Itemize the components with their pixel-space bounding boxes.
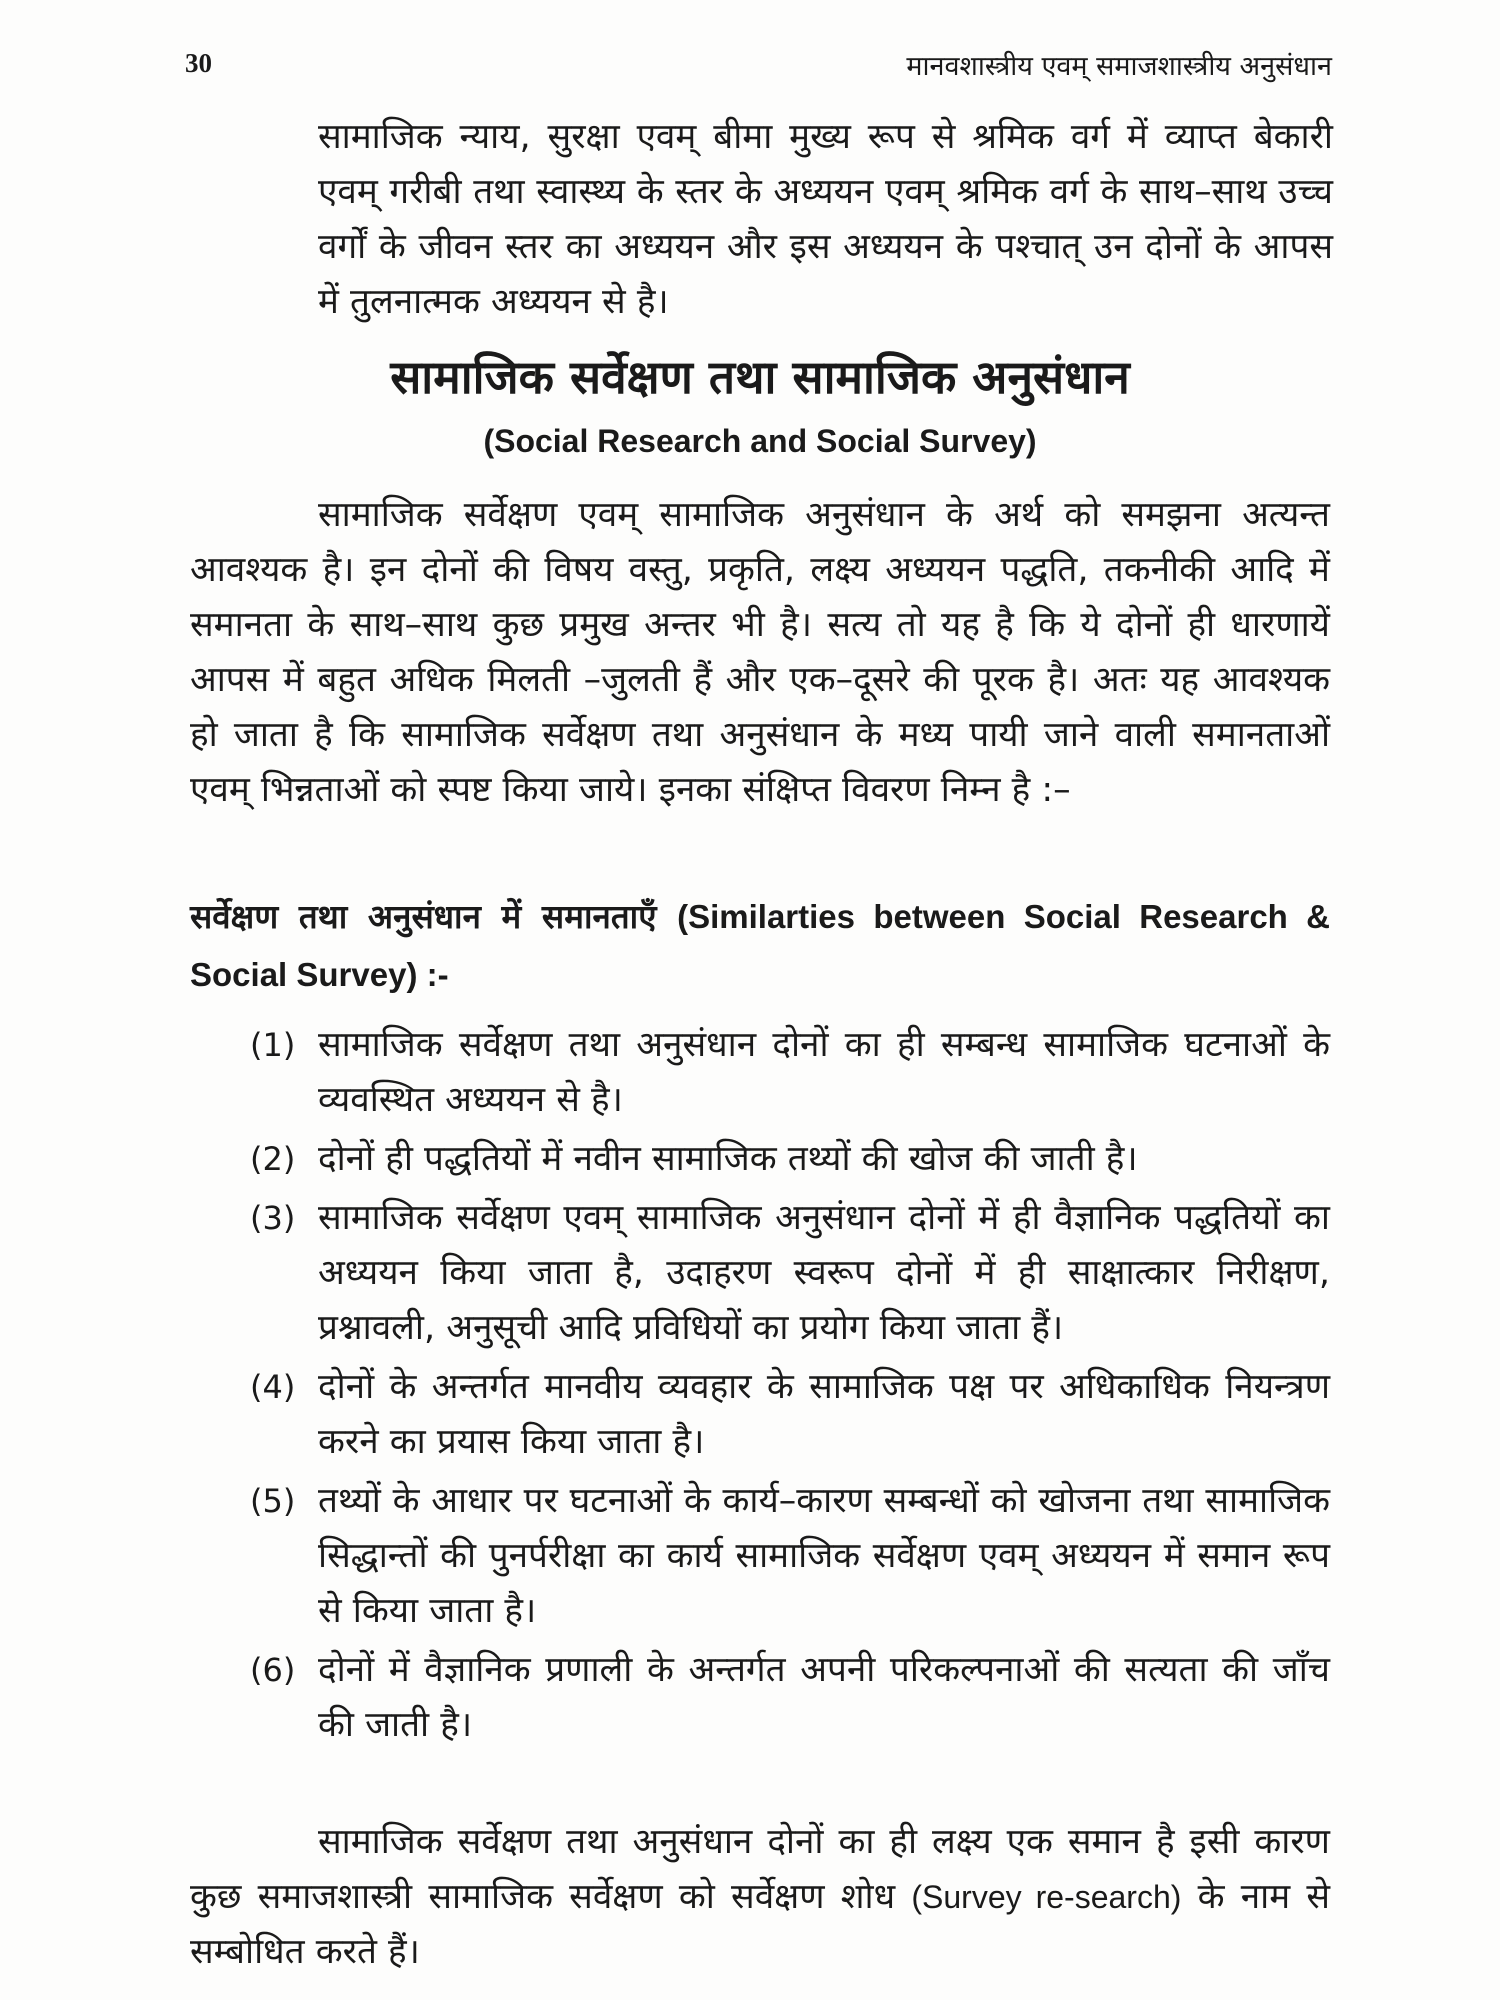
list-item-text: सामाजिक सर्वेक्षण तथा अनुसंधान दोनों का ही सम्बन्ध सामाजिक घटनाओं के व्यवस्थित अध्ययन से है। bbox=[318, 1025, 1330, 1120]
list-item bbox=[250, 1018, 1330, 1128]
list-item-text: दोनों के अन्तर्गत मानवीय व्यवहार के सामाजिक पक्ष पर अधिकाधिक नियन्त्रण करने का प्रयास किया जाता है। bbox=[318, 1367, 1330, 1462]
paragraph-end bbox=[190, 1815, 1330, 1980]
list-item-text: सामाजिक सर्वेक्षण एवम् सामाजिक अनुसंधान दोनों में ही वैज्ञानिक पद्धतियों का अध्ययन किया जाता है, उदाहरण स्वरूप दोनों में ही साक्षात्कार निरीक्षण, प्रश्नावली, अनुसूची आदि प्रविधियों का प्रयोग किया जाता हैं। bbox=[318, 1198, 1330, 1348]
list-item-number: (2) bbox=[250, 1140, 296, 1178]
list-item bbox=[250, 1474, 1330, 1639]
paragraph-intro: सामाजिक सर्वेक्षण एवम् सामाजिक अनुसंधान के अर्थ को समझना अत्यन्त आवश्यक है। इन दोनों की विषय वस्तु, प्रकृति, लक्ष्य अध्ययन पद्धति, तकनीकी आदि में समानता के साथ–साथ कुछ प्रमुख अन्तर भी है। सत्य तो यह है कि ये दोनों ही धारणायें आपस में बहुत अधिक मिलती –जुलती हैं और एक–दूसरे की पूरक है। अतः यह आवश्यक हो जाता है कि सामाजिक सर्वेक्षण तथा अनुसंधान के मध्य पायी जाने वाली समानताओं एवम् भिन्नताओं को स्पष्ट किया जाये। इनका संक्षिप्त विवरण निम्न है :– bbox=[190, 495, 1330, 810]
list-item-number: (5) bbox=[250, 1482, 296, 1520]
list-item-text: दोनों ही पद्धतियों में नवीन सामाजिक तथ्यों की खोज की जाती है। bbox=[318, 1139, 1138, 1179]
similarities-heading-hindi: सर्वेक्षण तथा अनुसंधान में समानताएँ bbox=[190, 897, 657, 936]
paragraph-top: सामाजिक न्याय, सुरक्षा एवम् बीमा मुख्य रूप से श्रमिक वर्ग में व्याप्त बेकारी एवम् गरीबी तथा स्वास्थ्य के स्तर के अध्ययन एवम् श्रमिक वर्ग के साथ–साथ उच्च वर्गों के जीवन स्तर का अध्ययन और इस अध्ययन के पश्चात् उन दोनों के आपस में तुलनात्मक अध्ययन से है। bbox=[318, 117, 1333, 322]
list-item-text: तथ्यों के आधार पर घटनाओं के कार्य–कारण सम्बन्धों को खोजना तथा सामाजिक सिद्धान्तों की पुनर्परीक्षा का कार्य सामाजिक सर्वेक्षण एवम् अध्ययन में समान रूप से किया जाता है। bbox=[318, 1481, 1330, 1631]
similarities-heading bbox=[190, 888, 1330, 1004]
section-title: सामाजिक सर्वेक्षण तथा सामाजिक अनुसंधान bbox=[390, 350, 1130, 404]
list-item bbox=[250, 1643, 1330, 1753]
similarities-list bbox=[250, 1018, 1330, 1757]
similarities-heading-english: (Similarties between Social Research & Social Survey) :- bbox=[190, 898, 1330, 993]
list-item-number: (4) bbox=[250, 1368, 296, 1406]
section-subtitle: (Social Research and Social Survey) bbox=[483, 423, 1037, 459]
paragraph-end-english: (Survey re-search) bbox=[911, 1879, 1182, 1915]
list-item bbox=[250, 1132, 1330, 1187]
list-item-text: दोनों में वैज्ञानिक प्रणाली के अन्तर्गत अपनी परिकल्पनाओं की सत्यता की जाँच की जाती है। bbox=[318, 1650, 1330, 1745]
paragraph-end-part2: के नाम से सम्बोधित करते हैं। bbox=[190, 1877, 1331, 1972]
list-item bbox=[250, 1191, 1330, 1356]
paragraph-end-part1: सामाजिक सर्वेक्षण तथा अनुसंधान दोनों का ही लक्ष्य एक समान है इसी कारण कुछ समाजशास्त्री सामाजिक सर्वेक्षण को सर्वेक्षण शोध bbox=[190, 1822, 1330, 1917]
list-item bbox=[250, 1360, 1330, 1470]
list-item-number: (1) bbox=[250, 1026, 296, 1064]
page-number: 30 bbox=[185, 48, 212, 78]
list-item-number: (3) bbox=[250, 1199, 296, 1237]
list-item-number: (6) bbox=[250, 1651, 296, 1689]
running-head: मानवशास्त्रीय एवम् समाजशास्त्रीय अनुसंधान bbox=[906, 51, 1332, 82]
